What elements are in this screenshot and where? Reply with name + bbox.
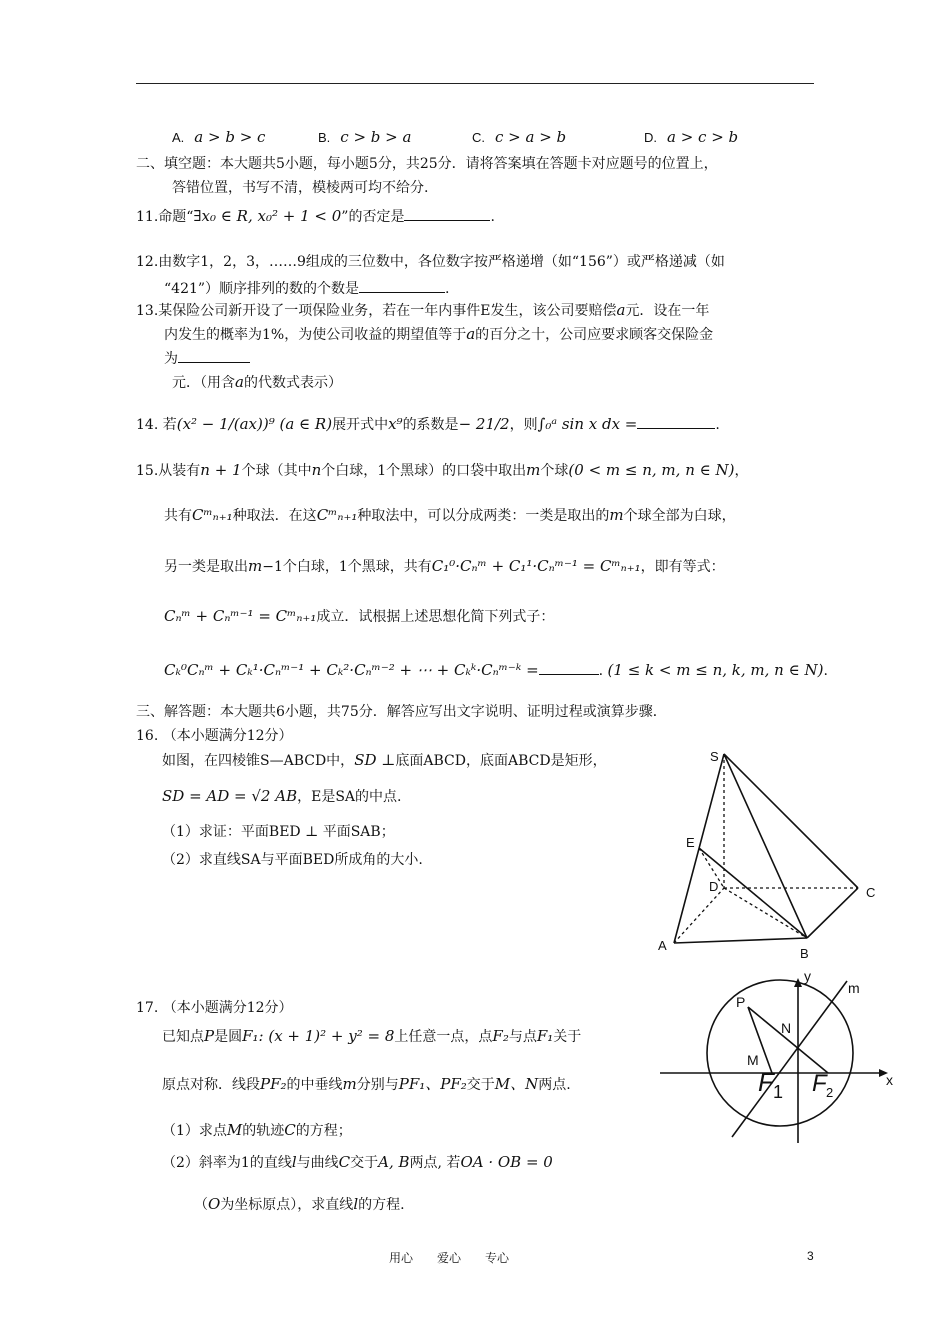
choice-b-label: B. bbox=[318, 130, 331, 145]
pyramid-figure bbox=[650, 740, 890, 965]
q11-end: . bbox=[490, 209, 495, 225]
label-F1-sub: 1 bbox=[773, 1082, 784, 1102]
label-E: E bbox=[686, 835, 695, 850]
q14-mid2: 的系数是 bbox=[402, 417, 459, 433]
q15-eq3: Cₖ⁰Cₙᵐ + Cₖ¹·Cₙᵐ⁻¹ + Cₖ²·Cₙᵐ⁻² + ⋯ + Cₖᵏ·Cₙᵐ⁻ᵏ = bbox=[164, 661, 539, 679]
q13-line2-b: 的百分之十，公司应要求顾客交保险金 bbox=[475, 327, 714, 343]
q15-cond1: (0 < m ≤ n, m, n ∈ N) bbox=[568, 461, 735, 479]
q17-line1 bbox=[162, 1026, 581, 1047]
q16-line1-b: 底面ABCD，底面ABCD是矩形， bbox=[395, 753, 607, 769]
edge-SB bbox=[724, 754, 807, 938]
q15-c1-2: Cᵐₙ₊₁ bbox=[316, 506, 358, 524]
q16-line2 bbox=[162, 786, 401, 807]
choice-a-expr: a > b > c bbox=[194, 128, 266, 146]
q17-p2-c: 交于 bbox=[350, 1155, 379, 1171]
page-number: 3 bbox=[807, 1249, 814, 1263]
choice-c-expr: c > a > b bbox=[495, 128, 567, 146]
label-C: C bbox=[866, 885, 876, 900]
choice-b bbox=[318, 128, 411, 146]
q17-MN: M、N bbox=[494, 1075, 539, 1093]
q16-line2-b: ，E是SA的中点. bbox=[297, 789, 402, 805]
q14-answer-blank bbox=[637, 414, 715, 429]
q14-x9: x⁹ bbox=[388, 415, 403, 433]
q12-answer-blank bbox=[359, 278, 445, 293]
q12-line2 bbox=[164, 278, 450, 299]
choice-b-expr: c > b > a bbox=[340, 128, 412, 146]
q12-line1: 12.由数字1，2，3，……9组成的三位数中，各位数字按严格递增（如“156”）或严格递减（如 bbox=[136, 254, 725, 270]
label-F1: F bbox=[758, 1067, 774, 1097]
q14-integral: ∫₀ᵃ sin x dx = bbox=[537, 415, 638, 433]
q14-end: . bbox=[715, 417, 720, 433]
q14-expr: (x² − 1/(ax))⁹ (a ∈ R) bbox=[176, 415, 333, 433]
q13-var-a-2: a bbox=[466, 325, 476, 343]
q16-line1-a: 如图，在四棱锥S—ABCD中， bbox=[162, 753, 355, 769]
q13-line4-a: 元．（用含 bbox=[172, 375, 235, 391]
q13-line2 bbox=[164, 324, 713, 345]
choice-a-label: A. bbox=[172, 130, 185, 145]
q16-part2: （2）求直线SA与平面BED所成角的大小. bbox=[162, 852, 423, 868]
q15-line4-text: 成立．试根据上述思想化简下列式子： bbox=[316, 609, 555, 625]
q16-line1 bbox=[162, 750, 607, 771]
q17-line2-d: 交于 bbox=[466, 1077, 495, 1093]
q17-p1-b: 的轨迹 bbox=[242, 1123, 285, 1139]
q17-part3 bbox=[194, 1194, 405, 1215]
edge-SC bbox=[724, 754, 858, 888]
q17-line1-d: 与点 bbox=[508, 1029, 537, 1045]
edge-AB bbox=[674, 938, 807, 943]
q17-P: P bbox=[204, 1027, 215, 1045]
q11-prefix: 11.命题“ bbox=[136, 209, 194, 225]
q17-M: M bbox=[226, 1121, 243, 1139]
q17-line2 bbox=[162, 1074, 571, 1095]
q17-line2-e: 两点. bbox=[538, 1077, 571, 1093]
q15-line3-b: −1个白球，1个黑球，共有 bbox=[262, 559, 432, 575]
q15-line2-c: 种取法中，可以分成两类：一类是取出的 bbox=[357, 508, 610, 524]
q15-cond2: (1 ≤ k < m ≤ n, k, m, n ∈ N) bbox=[607, 661, 824, 679]
q17-p3-a: （ bbox=[194, 1197, 208, 1213]
q11-suffix: ”的否定是 bbox=[341, 209, 405, 225]
q15-line1-d: 个球 bbox=[540, 463, 569, 479]
q15-line2-a: 共有 bbox=[164, 508, 192, 524]
q15-m-2: m bbox=[609, 506, 624, 524]
q16-eq: SD = AD = √2 AB bbox=[162, 787, 298, 805]
q17-C: C bbox=[284, 1121, 296, 1139]
question-14 bbox=[136, 414, 720, 435]
q17-p3-c: 的方程. bbox=[358, 1197, 405, 1213]
q13-line1-a: 13.某保险公司新开设了一项保险业务，若在一年内事件E发生，该公司要赔偿 bbox=[136, 303, 617, 319]
q15-c1: Cᵐₙ₊₁ bbox=[192, 506, 233, 524]
q17-l-2: l bbox=[353, 1195, 359, 1213]
q17-p1-a: （1）求点 bbox=[162, 1123, 227, 1139]
q17-line1-c: 上任意一点，点 bbox=[394, 1029, 493, 1045]
q15-end-1: . bbox=[598, 663, 604, 679]
q15-line3-c: ，即有等式： bbox=[640, 559, 725, 575]
question-11 bbox=[136, 206, 495, 227]
q17-part1 bbox=[162, 1120, 352, 1141]
q13-line4-b: 的代数式表示） bbox=[243, 375, 342, 391]
choice-d bbox=[644, 128, 738, 146]
q15-line2-d: 个球全部为白球， bbox=[623, 508, 736, 524]
q16-cond: SD ⊥ bbox=[354, 751, 396, 769]
label-S: S bbox=[710, 749, 719, 764]
q17-AB: A, B bbox=[378, 1153, 410, 1171]
edge-BC bbox=[807, 888, 858, 938]
label-x: x bbox=[886, 1072, 893, 1088]
label-M: M bbox=[747, 1052, 759, 1068]
q17-F2: F₂ bbox=[492, 1027, 509, 1045]
label-N: N bbox=[781, 1020, 792, 1036]
q15-n1: n + 1 bbox=[200, 461, 242, 479]
q14-mid: 展开式中 bbox=[332, 417, 389, 433]
segment-DB-hidden bbox=[724, 888, 807, 938]
q17-p2-b: 与曲线 bbox=[296, 1155, 339, 1171]
label-D: D bbox=[709, 879, 719, 894]
q12-line2-text: “421”）顺序排列的数的个数是 bbox=[164, 281, 360, 297]
q15-line2-b: 种取法．在这 bbox=[232, 508, 317, 524]
q17-line2-a: 原点对称．线段 bbox=[162, 1077, 260, 1093]
choice-d-label: D. bbox=[644, 130, 657, 145]
q15-eq1: C₁⁰·Cₙᵐ + C₁¹·Cₙᵐ⁻¹ = Cᵐₙ₊₁ bbox=[431, 557, 641, 575]
q13-var-a-3: a bbox=[235, 373, 244, 391]
q17-m: m bbox=[342, 1075, 357, 1093]
q17-circle-eq: F₁: (x + 1)² + y² = 8 bbox=[242, 1027, 395, 1045]
q14-coef: − 21/2 bbox=[458, 415, 510, 433]
label-B: B bbox=[800, 946, 809, 961]
q17-l: l bbox=[291, 1153, 297, 1171]
label-F2-sub: 2 bbox=[826, 1085, 834, 1100]
q15-answer-blank bbox=[539, 660, 599, 675]
q15-m-3: m bbox=[248, 557, 263, 575]
q17-dot: OA · OB = 0 bbox=[460, 1153, 553, 1171]
q15-line1-b: 个球（其中 bbox=[241, 463, 312, 479]
section3-heading: 三、解答题：本大题共6小题，共75分．解答应写出文字说明、证明过程或演算步骤． bbox=[136, 704, 667, 720]
q17-PF2: PF₂ bbox=[260, 1075, 287, 1093]
label-A: A bbox=[658, 938, 667, 953]
q17-title: 17. （本小题满分12分） bbox=[136, 1000, 293, 1016]
q15-line1-e: ， bbox=[734, 463, 749, 479]
q17-part2 bbox=[162, 1152, 553, 1173]
q17-line2-b: 的中垂线 bbox=[286, 1077, 343, 1093]
choice-a bbox=[172, 128, 265, 146]
q15-line2 bbox=[164, 505, 736, 526]
q15-line5 bbox=[164, 660, 828, 681]
circle-figure bbox=[650, 965, 910, 1155]
q17-PF1PF2: PF₁、PF₂ bbox=[398, 1075, 467, 1093]
q17-F1: F₁ bbox=[536, 1027, 554, 1045]
q15-line1-c: 个白球，1个黑球）的口袋中取出 bbox=[321, 463, 527, 479]
q14-mid3: ，则 bbox=[509, 417, 538, 433]
q15-line1 bbox=[136, 460, 748, 481]
q12-end: . bbox=[445, 281, 450, 297]
q17-p1-c: 的方程； bbox=[295, 1123, 352, 1139]
q17-line1-e: 关于 bbox=[553, 1029, 582, 1045]
q17-p2-d: 两点, 若 bbox=[409, 1155, 461, 1171]
q13-var-a: a bbox=[616, 301, 626, 319]
q13-line4 bbox=[172, 372, 342, 393]
choice-c-label: C. bbox=[472, 130, 485, 145]
q15-eq2: Cₙᵐ + Cₙᵐ⁻¹ = Cᵐₙ₊₁ bbox=[164, 607, 317, 625]
q16-title: 16. （本小题满分12分） bbox=[136, 728, 293, 744]
q17-line1-a: 已知点 bbox=[162, 1029, 204, 1045]
q17-p3-b: 为坐标原点），求直线 bbox=[220, 1197, 354, 1213]
section2-heading: 二、填空题：本大题共5小题，每小题5分，共25分．请将答案填在答题卡对应题号的位置上， bbox=[136, 156, 718, 172]
q17-C-2: C bbox=[338, 1153, 351, 1171]
q15-line3-a: 另一类是取出 bbox=[164, 559, 248, 575]
q15-line3 bbox=[164, 556, 725, 577]
q15-line4 bbox=[164, 606, 554, 627]
q15-line1-a: 15.从装有 bbox=[136, 463, 201, 479]
q17-O: O bbox=[208, 1195, 221, 1213]
q15-end-2: . bbox=[823, 663, 828, 679]
q17-line1-b: 是圆 bbox=[214, 1029, 243, 1045]
q17-p2-a: （2）斜率为1的直线 bbox=[162, 1155, 292, 1171]
q17-line2-c: 分别与 bbox=[356, 1077, 399, 1093]
label-F2: F bbox=[812, 1070, 827, 1097]
q14-prefix: 14. 若 bbox=[136, 417, 177, 433]
q13-line1 bbox=[136, 300, 709, 321]
q16-part1: （1）求证：平面BED ⊥ 平面SAB； bbox=[162, 824, 395, 840]
label-P: P bbox=[736, 994, 746, 1010]
label-m: m bbox=[848, 980, 860, 996]
choice-d-expr: a > c > b bbox=[667, 128, 739, 146]
q13-line3 bbox=[164, 348, 250, 369]
q13-answer-blank bbox=[178, 348, 250, 363]
q13-line1-b: 元．设在一年 bbox=[625, 303, 710, 319]
footer-motto: 用心 爱心 专心 bbox=[389, 1251, 510, 1265]
section2-heading-cont: 答错位置，书写不清，模棱两可均不给分. bbox=[172, 180, 429, 196]
choice-c bbox=[472, 128, 566, 146]
q11-expr: ∃x₀ ∈ R, x₀² + 1 < 0 bbox=[193, 207, 342, 225]
q15-m: m bbox=[526, 461, 541, 479]
label-y: y bbox=[804, 968, 811, 984]
q11-answer-blank bbox=[404, 206, 490, 221]
q13-line2-a: 内发生的概率为1%，为使公司收益的期望值等于 bbox=[164, 327, 467, 343]
q13-line3-text: 为 bbox=[164, 351, 178, 367]
q15-n: n bbox=[311, 461, 322, 479]
header-rule bbox=[136, 83, 814, 84]
